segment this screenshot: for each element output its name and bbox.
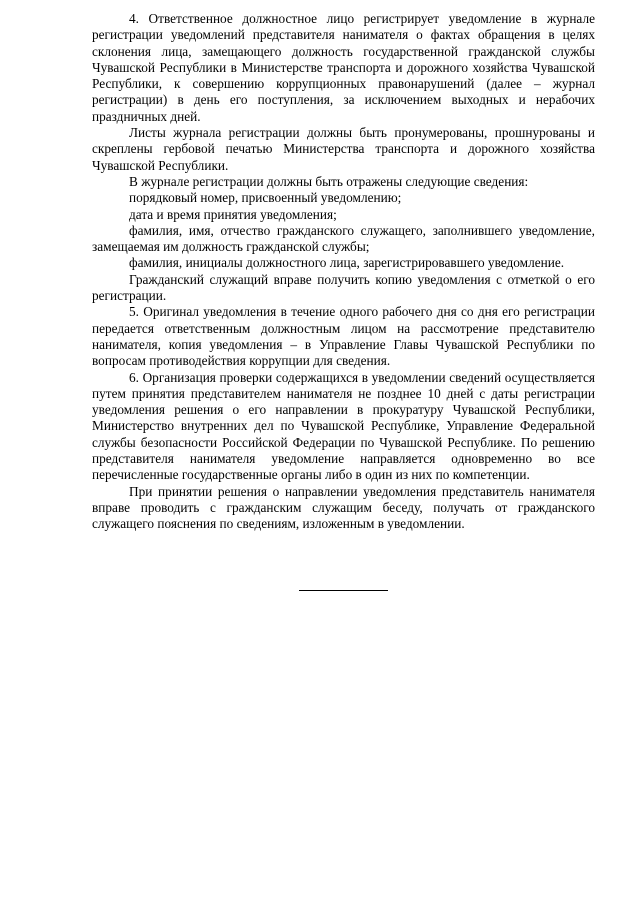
- list-item-serial-number: порядковый номер, присвоенный уведомлению;: [129, 190, 402, 206]
- list-item-employee-name: фамилия, имя, отчество гражданского служащего, заполнившего уведомление, замещаемая им должность гражданской службы;: [92, 222, 595, 255]
- end-separator-line: [299, 590, 388, 591]
- list-item-date-time: дата и время принятия уведомления;: [129, 206, 337, 222]
- paragraph-copy-right: Гражданский служащий вправе получить копию уведомления с отметкой о его регистрации.: [92, 271, 595, 304]
- paragraph-item-4-registration: 4. Ответственное должностное лицо регистрирует уведомление в журнале регистрации уведомлений представителя нанимателя о фактах обращения в целях склонения лица, замещающего должность государственной гражданской службы Чувашской Республики в Министерстве транспорта и дорожного хозяйства Чувашской Республики, к совершению коррупционных правонарушений (далее – журнал регистрации) в день его поступления, за исключением выходных и нерабочих праздничных дней.: [92, 11, 595, 124]
- list-item-official-name: фамилия, инициалы должностного лица, зарегистрировавшего уведомление.: [129, 255, 565, 271]
- paragraph-item-5-original: 5. Оригинал уведомления в течение одного рабочего дня со дня его регистрации передается ответственным должностным лицом на рассмотрение представителю нанимателя, копия уведомления – в Управление Главы Чувашской Республики по вопросам противодействия коррупции для сведения.: [92, 304, 595, 369]
- paragraph-item-6-verification: 6. Организация проверки содержащихся в уведомлении сведений осуществляется путем принятия представителем нанимателя не позднее 10 дней с даты регистрации уведомления решения о его направлении в прокуратуру Чувашской Республики, Министерство внутренних дел по Чувашской Республике, Управление Федеральной службы безопасности Российской Федерации по Чувашской Республике. По решению представителя нанимателя уведомление направляется одновременно во все перечисленные государственные органы либо в один из них по компетенции.: [92, 369, 595, 483]
- paragraph-journal-contents-intro: В журнале регистрации должны быть отражены следующие сведения:: [129, 173, 529, 189]
- document-body: [92, 11, 595, 533]
- paragraph-journal-sheets: Листы журнала регистрации должны быть пронумерованы, прошнурованы и скреплены гербовой печатью Министерства транспорта и дорожного хозяйства Чувашской Республики.: [92, 125, 595, 173]
- paragraph-decision-conversation: При принятии решения о направлении уведомления представитель нанимателя вправе проводить с гражданским служащим беседу, получать от гражданского служащего пояснения по сведениям, изложенным в уведомлении.: [92, 483, 595, 532]
